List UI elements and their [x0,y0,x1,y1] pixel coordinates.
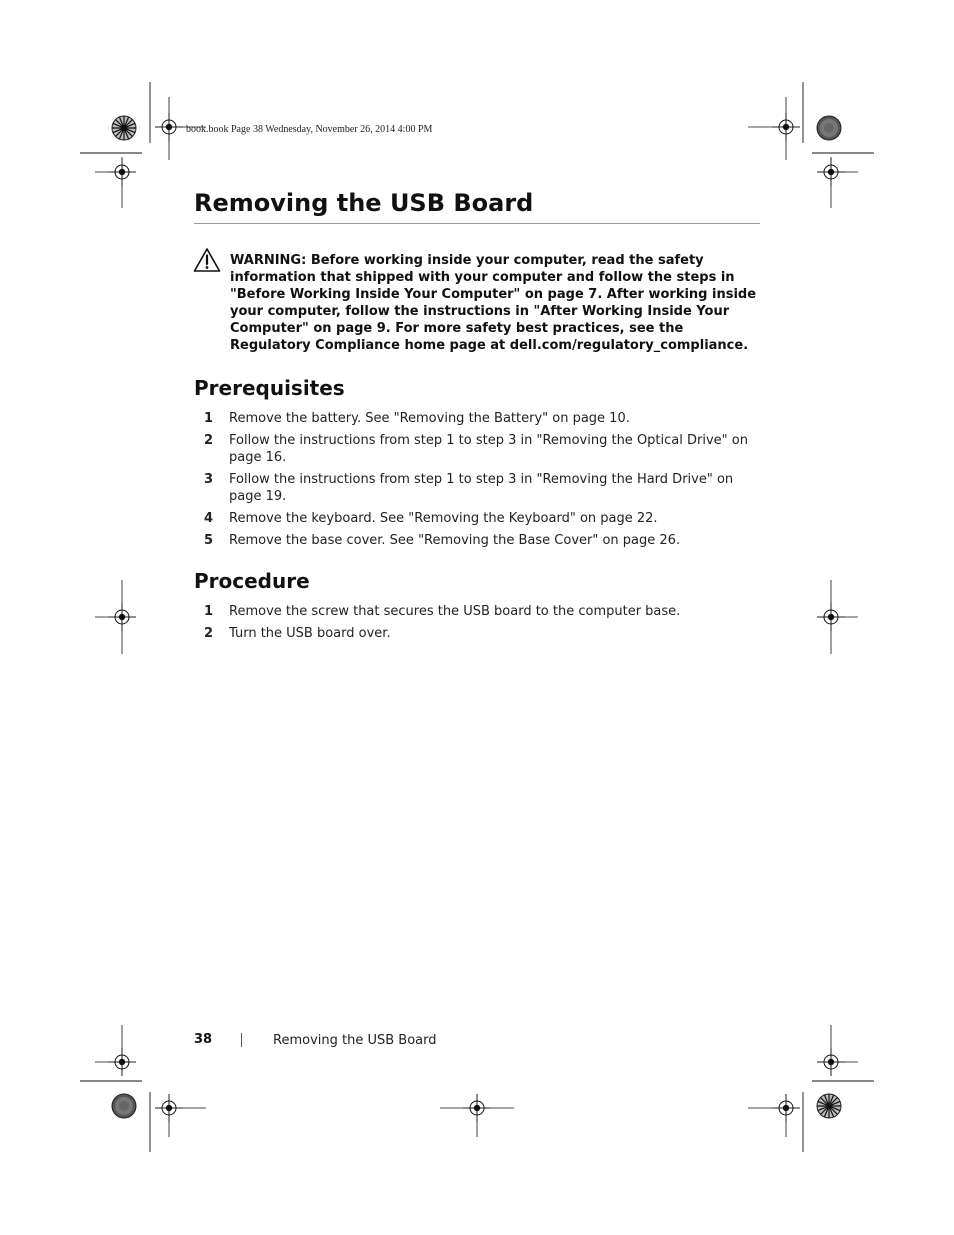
prerequisites-heading: Prerequisites [194,376,345,400]
title-rule [194,223,760,224]
warning-triangle-icon [193,247,221,273]
warning-text: WARNING: Before working inside your computer, read the safety information that shipped with your computer and follow the steps in "Before Working Inside Your Computer" on page 7. After working inside your computer, follow the instructions in "After Working Inside Your Computer" on page 9. For more safety best practices, see the Regulatory Compliance home page at dell.com/regulatory_compliance. [230,253,757,353]
list-item: 4 Remove the keyboard. See "Removing the Keyboard" on page 22. [204,511,658,526]
list-item: 2 Follow the instructions from step 1 to step 3 in "Removing the Optical Drive" on page 16. [204,433,748,465]
list-item: 1 Remove the battery. See "Removing the Battery" on page 10. [204,411,630,426]
page-number: 38 [194,1032,213,1047]
page-title: Removing the USB Board [194,189,534,217]
list-item: 3 Follow the instructions from step 1 to step 3 in "Removing the Hard Drive" on page 19. [204,472,734,504]
procedure-list [194,603,754,647]
prerequisites-list [194,410,754,554]
footer-divider [241,1033,242,1047]
slug-line: book.book Page 38 Wednesday, November 26, 2014 4:00 PM [186,124,433,135]
procedure-heading: Procedure [194,569,310,593]
list-item: 2 Turn the USB board over. [204,626,391,641]
list-item: 1 Remove the screw that secures the USB board to the computer base. [204,604,681,619]
footer-section-title: Removing the USB Board [273,1033,437,1048]
list-item: 5 Remove the base cover. See "Removing the Base Cover" on page 26. [204,533,681,548]
